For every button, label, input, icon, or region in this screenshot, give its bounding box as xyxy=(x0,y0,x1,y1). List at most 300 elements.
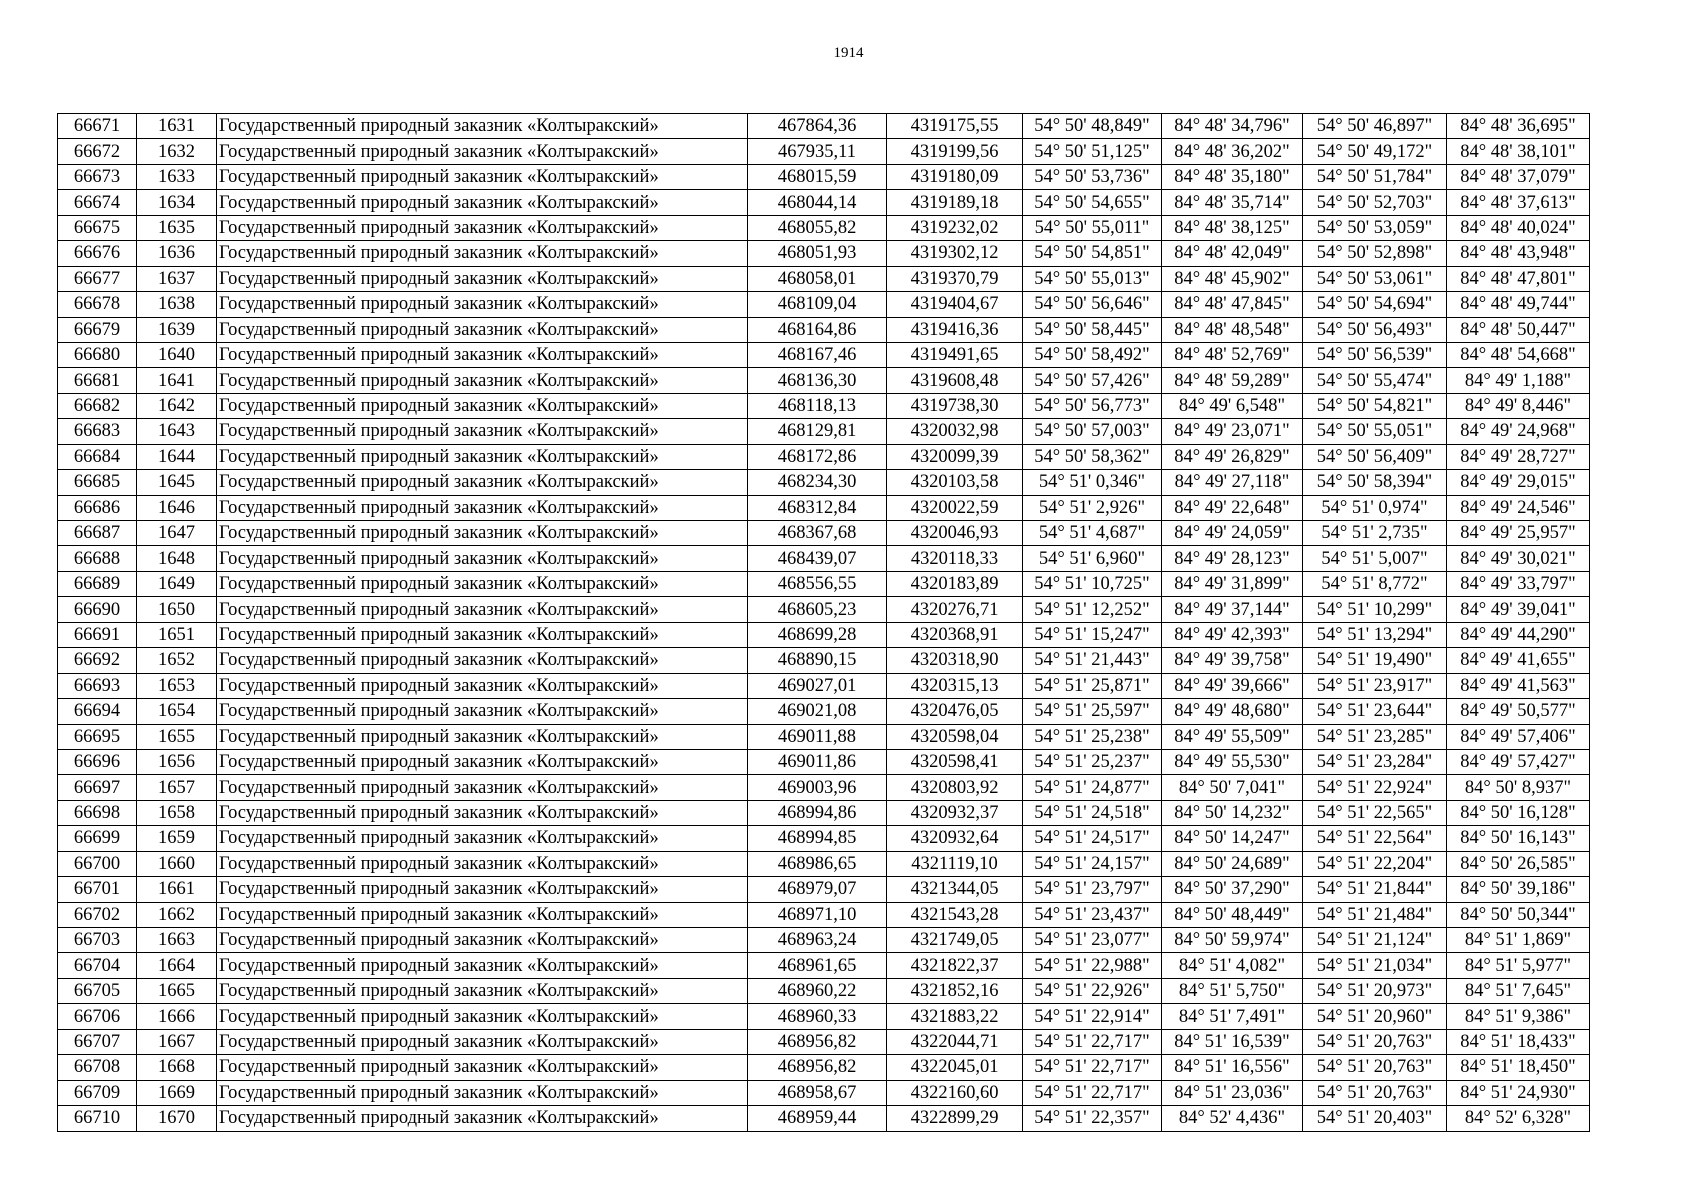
x-coordinate-cell: 468960,22 xyxy=(748,978,887,1003)
latitude-1-cell: 54° 51' 22,357" xyxy=(1023,1106,1162,1131)
longitude-1-cell: 84° 51' 4,082" xyxy=(1162,953,1303,978)
x-coordinate-cell: 468234,30 xyxy=(748,470,887,495)
latitude-1-cell: 54° 51' 0,346" xyxy=(1023,470,1162,495)
y-coordinate-cell: 4320318,90 xyxy=(887,648,1023,673)
point-number-cell: 1665 xyxy=(137,978,217,1003)
latitude-1-cell: 54° 50' 58,445" xyxy=(1023,317,1162,342)
y-coordinate-cell: 4319175,55 xyxy=(887,114,1023,139)
longitude-2-cell: 84° 48' 40,024" xyxy=(1447,215,1590,240)
longitude-1-cell: 84° 51' 7,491" xyxy=(1162,1004,1303,1029)
table-row xyxy=(58,190,1590,215)
row-number-cell: 66690 xyxy=(58,597,137,622)
latitude-1-cell: 54° 51' 22,914" xyxy=(1023,1004,1162,1029)
latitude-2-cell: 54° 51' 22,565" xyxy=(1303,800,1447,825)
reserve-name-cell: Государственный природный заказник «Колтыракский» xyxy=(217,546,748,571)
reserve-name-cell: Государственный природный заказник «Колтыракский» xyxy=(217,1080,748,1105)
longitude-1-cell: 84° 49' 22,648" xyxy=(1162,495,1303,520)
y-coordinate-cell: 4319302,12 xyxy=(887,241,1023,266)
x-coordinate-cell: 468367,68 xyxy=(748,521,887,546)
y-coordinate-cell: 4319416,36 xyxy=(887,317,1023,342)
coordinates-table xyxy=(57,113,1590,1132)
y-coordinate-cell: 4319199,56 xyxy=(887,139,1023,164)
y-coordinate-cell: 4320099,39 xyxy=(887,444,1023,469)
point-number-cell: 1655 xyxy=(137,724,217,749)
reserve-name-cell: Государственный природный заказник «Колтыракский» xyxy=(217,1029,748,1054)
longitude-1-cell: 84° 48' 34,796" xyxy=(1162,114,1303,139)
row-number-cell: 66692 xyxy=(58,648,137,673)
latitude-1-cell: 54° 51' 21,443" xyxy=(1023,648,1162,673)
longitude-1-cell: 84° 49' 48,680" xyxy=(1162,699,1303,724)
point-number-cell: 1658 xyxy=(137,800,217,825)
point-number-cell: 1669 xyxy=(137,1080,217,1105)
row-number-cell: 66691 xyxy=(58,622,137,647)
longitude-2-cell: 84° 48' 38,101" xyxy=(1447,139,1590,164)
table-row xyxy=(58,1004,1590,1029)
table-row xyxy=(58,571,1590,596)
reserve-name-cell: Государственный природный заказник «Колтыракский» xyxy=(217,393,748,418)
row-number-cell: 66704 xyxy=(58,953,137,978)
table-row xyxy=(58,444,1590,469)
longitude-1-cell: 84° 48' 38,125" xyxy=(1162,215,1303,240)
point-number-cell: 1639 xyxy=(137,317,217,342)
y-coordinate-cell: 4321883,22 xyxy=(887,1004,1023,1029)
longitude-1-cell: 84° 48' 35,714" xyxy=(1162,190,1303,215)
latitude-1-cell: 54° 50' 56,646" xyxy=(1023,292,1162,317)
x-coordinate-cell: 468172,86 xyxy=(748,444,887,469)
latitude-1-cell: 54° 50' 54,655" xyxy=(1023,190,1162,215)
longitude-1-cell: 84° 49' 23,071" xyxy=(1162,419,1303,444)
longitude-2-cell: 84° 50' 50,344" xyxy=(1447,902,1590,927)
longitude-1-cell: 84° 51' 16,539" xyxy=(1162,1029,1303,1054)
x-coordinate-cell: 467935,11 xyxy=(748,139,887,164)
latitude-2-cell: 54° 51' 23,285" xyxy=(1303,724,1447,749)
x-coordinate-cell: 468994,86 xyxy=(748,800,887,825)
longitude-1-cell: 84° 51' 16,556" xyxy=(1162,1055,1303,1080)
longitude-1-cell: 84° 49' 27,118" xyxy=(1162,470,1303,495)
point-number-cell: 1638 xyxy=(137,292,217,317)
y-coordinate-cell: 4320183,89 xyxy=(887,571,1023,596)
page-number: 1914 xyxy=(833,45,864,61)
x-coordinate-cell: 468164,86 xyxy=(748,317,887,342)
latitude-2-cell: 54° 50' 52,703" xyxy=(1303,190,1447,215)
latitude-2-cell: 54° 51' 5,007" xyxy=(1303,546,1447,571)
point-number-cell: 1653 xyxy=(137,673,217,698)
reserve-name-cell: Государственный природный заказник «Колтыракский» xyxy=(217,164,748,189)
point-number-cell: 1668 xyxy=(137,1055,217,1080)
reserve-name-cell: Государственный природный заказник «Колтыракский» xyxy=(217,851,748,876)
row-number-cell: 66673 xyxy=(58,164,137,189)
row-number-cell: 66701 xyxy=(58,877,137,902)
longitude-1-cell: 84° 51' 5,750" xyxy=(1162,978,1303,1003)
x-coordinate-cell: 468959,44 xyxy=(748,1106,887,1131)
longitude-2-cell: 84° 49' 8,446" xyxy=(1447,393,1590,418)
table-row xyxy=(58,673,1590,698)
reserve-name-cell: Государственный природный заказник «Колтыракский» xyxy=(217,928,748,953)
point-number-cell: 1670 xyxy=(137,1106,217,1131)
latitude-1-cell: 54° 51' 15,247" xyxy=(1023,622,1162,647)
longitude-2-cell: 84° 51' 7,645" xyxy=(1447,978,1590,1003)
row-number-cell: 66683 xyxy=(58,419,137,444)
latitude-1-cell: 54° 50' 55,013" xyxy=(1023,266,1162,291)
x-coordinate-cell: 468994,85 xyxy=(748,826,887,851)
longitude-1-cell: 84° 49' 24,059" xyxy=(1162,521,1303,546)
latitude-1-cell: 54° 51' 25,597" xyxy=(1023,699,1162,724)
longitude-2-cell: 84° 51' 9,386" xyxy=(1447,1004,1590,1029)
latitude-2-cell: 54° 51' 13,294" xyxy=(1303,622,1447,647)
row-number-cell: 66671 xyxy=(58,114,137,139)
reserve-name-cell: Государственный природный заказник «Колтыракский» xyxy=(217,292,748,317)
y-coordinate-cell: 4321543,28 xyxy=(887,902,1023,927)
longitude-2-cell: 84° 51' 1,869" xyxy=(1447,928,1590,953)
reserve-name-cell: Государственный природный заказник «Колтыракский» xyxy=(217,800,748,825)
y-coordinate-cell: 4320032,98 xyxy=(887,419,1023,444)
latitude-2-cell: 54° 51' 22,924" xyxy=(1303,775,1447,800)
longitude-1-cell: 84° 52' 4,436" xyxy=(1162,1106,1303,1131)
point-number-cell: 1660 xyxy=(137,851,217,876)
latitude-1-cell: 54° 51' 22,717" xyxy=(1023,1080,1162,1105)
longitude-1-cell: 84° 48' 35,180" xyxy=(1162,164,1303,189)
latitude-2-cell: 54° 50' 51,784" xyxy=(1303,164,1447,189)
longitude-2-cell: 84° 51' 18,433" xyxy=(1447,1029,1590,1054)
reserve-name-cell: Государственный природный заказник «Колтыракский» xyxy=(217,241,748,266)
longitude-2-cell: 84° 49' 41,563" xyxy=(1447,673,1590,698)
latitude-2-cell: 54° 51' 23,284" xyxy=(1303,749,1447,774)
row-number-cell: 66700 xyxy=(58,851,137,876)
latitude-1-cell: 54° 50' 55,011" xyxy=(1023,215,1162,240)
latitude-1-cell: 54° 51' 23,797" xyxy=(1023,877,1162,902)
latitude-2-cell: 54° 50' 49,172" xyxy=(1303,139,1447,164)
table-row xyxy=(58,521,1590,546)
table-row xyxy=(58,241,1590,266)
longitude-2-cell: 84° 51' 5,977" xyxy=(1447,953,1590,978)
latitude-2-cell: 54° 51' 23,644" xyxy=(1303,699,1447,724)
y-coordinate-cell: 4320932,64 xyxy=(887,826,1023,851)
point-number-cell: 1647 xyxy=(137,521,217,546)
table-body xyxy=(58,114,1590,1132)
row-number-cell: 66687 xyxy=(58,521,137,546)
latitude-1-cell: 54° 51' 2,926" xyxy=(1023,495,1162,520)
x-coordinate-cell: 468118,13 xyxy=(748,393,887,418)
longitude-2-cell: 84° 49' 24,546" xyxy=(1447,495,1590,520)
longitude-1-cell: 84° 49' 26,829" xyxy=(1162,444,1303,469)
reserve-name-cell: Государственный природный заказник «Колтыракский» xyxy=(217,114,748,139)
reserve-name-cell: Государственный природный заказник «Колтыракский» xyxy=(217,724,748,749)
row-number-cell: 66707 xyxy=(58,1029,137,1054)
longitude-1-cell: 84° 50' 14,232" xyxy=(1162,800,1303,825)
longitude-1-cell: 84° 50' 14,247" xyxy=(1162,826,1303,851)
latitude-2-cell: 54° 51' 21,034" xyxy=(1303,953,1447,978)
y-coordinate-cell: 4320598,41 xyxy=(887,749,1023,774)
x-coordinate-cell: 468136,30 xyxy=(748,368,887,393)
point-number-cell: 1652 xyxy=(137,648,217,673)
latitude-1-cell: 54° 51' 22,988" xyxy=(1023,953,1162,978)
longitude-1-cell: 84° 49' 31,899" xyxy=(1162,571,1303,596)
y-coordinate-cell: 4321344,05 xyxy=(887,877,1023,902)
row-number-cell: 66710 xyxy=(58,1106,137,1131)
row-number-cell: 66689 xyxy=(58,571,137,596)
reserve-name-cell: Государственный природный заказник «Колтыракский» xyxy=(217,1106,748,1131)
x-coordinate-cell: 469021,08 xyxy=(748,699,887,724)
x-coordinate-cell: 468109,04 xyxy=(748,292,887,317)
table-row xyxy=(58,978,1590,1003)
y-coordinate-cell: 4322045,01 xyxy=(887,1055,1023,1080)
longitude-2-cell: 84° 49' 39,041" xyxy=(1447,597,1590,622)
x-coordinate-cell: 468979,07 xyxy=(748,877,887,902)
longitude-1-cell: 84° 49' 55,509" xyxy=(1162,724,1303,749)
latitude-2-cell: 54° 51' 19,490" xyxy=(1303,648,1447,673)
x-coordinate-cell: 468439,07 xyxy=(748,546,887,571)
x-coordinate-cell: 468167,46 xyxy=(748,342,887,367)
row-number-cell: 66685 xyxy=(58,470,137,495)
latitude-2-cell: 54° 51' 20,763" xyxy=(1303,1029,1447,1054)
latitude-2-cell: 54° 50' 55,051" xyxy=(1303,419,1447,444)
reserve-name-cell: Государственный природный заказник «Колтыракский» xyxy=(217,978,748,1003)
point-number-cell: 1643 xyxy=(137,419,217,444)
latitude-2-cell: 54° 51' 20,763" xyxy=(1303,1055,1447,1080)
y-coordinate-cell: 4320276,71 xyxy=(887,597,1023,622)
y-coordinate-cell: 4319404,67 xyxy=(887,292,1023,317)
latitude-1-cell: 54° 51' 4,687" xyxy=(1023,521,1162,546)
latitude-2-cell: 54° 51' 10,299" xyxy=(1303,597,1447,622)
reserve-name-cell: Государственный природный заказник «Колтыракский» xyxy=(217,571,748,596)
point-number-cell: 1661 xyxy=(137,877,217,902)
row-number-cell: 66680 xyxy=(58,342,137,367)
latitude-2-cell: 54° 51' 2,735" xyxy=(1303,521,1447,546)
point-number-cell: 1636 xyxy=(137,241,217,266)
latitude-2-cell: 54° 51' 20,973" xyxy=(1303,978,1447,1003)
point-number-cell: 1651 xyxy=(137,622,217,647)
x-coordinate-cell: 468058,01 xyxy=(748,266,887,291)
latitude-1-cell: 54° 50' 51,125" xyxy=(1023,139,1162,164)
table-row xyxy=(58,597,1590,622)
longitude-1-cell: 84° 50' 59,974" xyxy=(1162,928,1303,953)
point-number-cell: 1649 xyxy=(137,571,217,596)
longitude-2-cell: 84° 50' 8,937" xyxy=(1447,775,1590,800)
table-row xyxy=(58,775,1590,800)
table-row xyxy=(58,495,1590,520)
reserve-name-cell: Государственный природный заказник «Колтыракский» xyxy=(217,902,748,927)
latitude-2-cell: 54° 51' 21,844" xyxy=(1303,877,1447,902)
latitude-2-cell: 54° 50' 53,061" xyxy=(1303,266,1447,291)
longitude-1-cell: 84° 50' 48,449" xyxy=(1162,902,1303,927)
longitude-2-cell: 84° 48' 49,744" xyxy=(1447,292,1590,317)
latitude-1-cell: 54° 50' 53,736" xyxy=(1023,164,1162,189)
point-number-cell: 1667 xyxy=(137,1029,217,1054)
y-coordinate-cell: 4320932,37 xyxy=(887,800,1023,825)
longitude-2-cell: 84° 49' 33,797" xyxy=(1447,571,1590,596)
latitude-2-cell: 54° 51' 22,564" xyxy=(1303,826,1447,851)
longitude-2-cell: 84° 49' 44,290" xyxy=(1447,622,1590,647)
x-coordinate-cell: 469003,96 xyxy=(748,775,887,800)
table-row xyxy=(58,851,1590,876)
latitude-1-cell: 54° 50' 56,773" xyxy=(1023,393,1162,418)
reserve-name-cell: Государственный природный заказник «Колтыракский» xyxy=(217,1055,748,1080)
longitude-1-cell: 84° 48' 48,548" xyxy=(1162,317,1303,342)
longitude-1-cell: 84° 50' 7,041" xyxy=(1162,775,1303,800)
reserve-name-cell: Государственный природный заказник «Колтыракский» xyxy=(217,419,748,444)
table-row xyxy=(58,1080,1590,1105)
latitude-2-cell: 54° 51' 20,960" xyxy=(1303,1004,1447,1029)
point-number-cell: 1644 xyxy=(137,444,217,469)
latitude-2-cell: 54° 50' 54,694" xyxy=(1303,292,1447,317)
table-row xyxy=(58,826,1590,851)
longitude-1-cell: 84° 48' 47,845" xyxy=(1162,292,1303,317)
row-number-cell: 66702 xyxy=(58,902,137,927)
table-row xyxy=(58,368,1590,393)
longitude-2-cell: 84° 48' 47,801" xyxy=(1447,266,1590,291)
latitude-2-cell: 54° 51' 22,204" xyxy=(1303,851,1447,876)
point-number-cell: 1662 xyxy=(137,902,217,927)
point-number-cell: 1659 xyxy=(137,826,217,851)
latitude-1-cell: 54° 51' 24,517" xyxy=(1023,826,1162,851)
longitude-2-cell: 84° 49' 28,727" xyxy=(1447,444,1590,469)
row-number-cell: 66696 xyxy=(58,749,137,774)
y-coordinate-cell: 4320118,33 xyxy=(887,546,1023,571)
x-coordinate-cell: 469011,86 xyxy=(748,749,887,774)
y-coordinate-cell: 4319738,30 xyxy=(887,393,1023,418)
longitude-2-cell: 84° 49' 25,957" xyxy=(1447,521,1590,546)
x-coordinate-cell: 468605,23 xyxy=(748,597,887,622)
y-coordinate-cell: 4322044,71 xyxy=(887,1029,1023,1054)
longitude-1-cell: 84° 48' 36,202" xyxy=(1162,139,1303,164)
table-row xyxy=(58,1106,1590,1131)
longitude-2-cell: 84° 49' 41,655" xyxy=(1447,648,1590,673)
latitude-1-cell: 54° 51' 24,518" xyxy=(1023,800,1162,825)
point-number-cell: 1642 xyxy=(137,393,217,418)
y-coordinate-cell: 4319491,65 xyxy=(887,342,1023,367)
table-row xyxy=(58,1055,1590,1080)
longitude-1-cell: 84° 49' 37,144" xyxy=(1162,597,1303,622)
x-coordinate-cell: 468699,28 xyxy=(748,622,887,647)
row-number-cell: 66708 xyxy=(58,1055,137,1080)
table-row xyxy=(58,699,1590,724)
longitude-1-cell: 84° 49' 39,758" xyxy=(1162,648,1303,673)
latitude-1-cell: 54° 51' 25,237" xyxy=(1023,749,1162,774)
x-coordinate-cell: 468051,93 xyxy=(748,241,887,266)
table-row xyxy=(58,342,1590,367)
table-row xyxy=(58,953,1590,978)
row-number-cell: 66675 xyxy=(58,215,137,240)
longitude-2-cell: 84° 48' 54,668" xyxy=(1447,342,1590,367)
table-row xyxy=(58,215,1590,240)
y-coordinate-cell: 4320598,04 xyxy=(887,724,1023,749)
latitude-1-cell: 54° 51' 6,960" xyxy=(1023,546,1162,571)
row-number-cell: 66678 xyxy=(58,292,137,317)
table-row xyxy=(58,419,1590,444)
point-number-cell: 1641 xyxy=(137,368,217,393)
x-coordinate-cell: 469011,88 xyxy=(748,724,887,749)
reserve-name-cell: Государственный природный заказник «Колтыракский» xyxy=(217,521,748,546)
reserve-name-cell: Государственный природный заказник «Колтыракский» xyxy=(217,622,748,647)
point-number-cell: 1631 xyxy=(137,114,217,139)
x-coordinate-cell: 469027,01 xyxy=(748,673,887,698)
x-coordinate-cell: 468055,82 xyxy=(748,215,887,240)
latitude-2-cell: 54° 50' 56,409" xyxy=(1303,444,1447,469)
y-coordinate-cell: 4320315,13 xyxy=(887,673,1023,698)
latitude-2-cell: 54° 51' 23,917" xyxy=(1303,673,1447,698)
latitude-2-cell: 54° 50' 55,474" xyxy=(1303,368,1447,393)
row-number-cell: 66694 xyxy=(58,699,137,724)
longitude-2-cell: 84° 49' 24,968" xyxy=(1447,419,1590,444)
longitude-2-cell: 84° 48' 37,079" xyxy=(1447,164,1590,189)
table-row xyxy=(58,317,1590,342)
row-number-cell: 66688 xyxy=(58,546,137,571)
x-coordinate-cell: 468044,14 xyxy=(748,190,887,215)
latitude-2-cell: 54° 51' 0,974" xyxy=(1303,495,1447,520)
table-row xyxy=(58,139,1590,164)
table-row xyxy=(58,800,1590,825)
table-row xyxy=(58,877,1590,902)
latitude-2-cell: 54° 51' 8,772" xyxy=(1303,571,1447,596)
point-number-cell: 1648 xyxy=(137,546,217,571)
longitude-2-cell: 84° 50' 16,128" xyxy=(1447,800,1590,825)
longitude-2-cell: 84° 49' 30,021" xyxy=(1447,546,1590,571)
latitude-1-cell: 54° 50' 57,003" xyxy=(1023,419,1162,444)
x-coordinate-cell: 468556,55 xyxy=(748,571,887,596)
latitude-1-cell: 54° 51' 10,725" xyxy=(1023,571,1162,596)
table-row xyxy=(58,622,1590,647)
latitude-1-cell: 54° 50' 57,426" xyxy=(1023,368,1162,393)
longitude-1-cell: 84° 48' 59,289" xyxy=(1162,368,1303,393)
latitude-2-cell: 54° 50' 56,539" xyxy=(1303,342,1447,367)
latitude-1-cell: 54° 51' 12,252" xyxy=(1023,597,1162,622)
latitude-1-cell: 54° 51' 22,717" xyxy=(1023,1029,1162,1054)
latitude-1-cell: 54° 50' 58,492" xyxy=(1023,342,1162,367)
x-coordinate-cell: 468971,10 xyxy=(748,902,887,927)
longitude-2-cell: 84° 50' 26,585" xyxy=(1447,851,1590,876)
latitude-1-cell: 54° 51' 22,926" xyxy=(1023,978,1162,1003)
point-number-cell: 1646 xyxy=(137,495,217,520)
longitude-2-cell: 84° 48' 36,695" xyxy=(1447,114,1590,139)
y-coordinate-cell: 4320046,93 xyxy=(887,521,1023,546)
row-number-cell: 66697 xyxy=(58,775,137,800)
reserve-name-cell: Государственный природный заказник «Колтыракский» xyxy=(217,368,748,393)
y-coordinate-cell: 4320476,05 xyxy=(887,699,1023,724)
latitude-1-cell: 54° 51' 24,877" xyxy=(1023,775,1162,800)
x-coordinate-cell: 468956,82 xyxy=(748,1029,887,1054)
table-row xyxy=(58,902,1590,927)
y-coordinate-cell: 4321749,05 xyxy=(887,928,1023,953)
row-number-cell: 66672 xyxy=(58,139,137,164)
point-number-cell: 1664 xyxy=(137,953,217,978)
latitude-1-cell: 54° 51' 24,157" xyxy=(1023,851,1162,876)
point-number-cell: 1634 xyxy=(137,190,217,215)
longitude-2-cell: 84° 50' 39,186" xyxy=(1447,877,1590,902)
y-coordinate-cell: 4320803,92 xyxy=(887,775,1023,800)
x-coordinate-cell: 468958,67 xyxy=(748,1080,887,1105)
longitude-1-cell: 84° 48' 42,049" xyxy=(1162,241,1303,266)
row-number-cell: 66709 xyxy=(58,1080,137,1105)
point-number-cell: 1656 xyxy=(137,749,217,774)
reserve-name-cell: Государственный природный заказник «Колтыракский» xyxy=(217,953,748,978)
table-row xyxy=(58,393,1590,418)
longitude-2-cell: 84° 48' 37,613" xyxy=(1447,190,1590,215)
longitude-2-cell: 84° 49' 57,406" xyxy=(1447,724,1590,749)
table-row xyxy=(58,470,1590,495)
longitude-2-cell: 84° 48' 43,948" xyxy=(1447,241,1590,266)
table-row xyxy=(58,292,1590,317)
table-row xyxy=(58,648,1590,673)
row-number-cell: 66693 xyxy=(58,673,137,698)
table-row xyxy=(58,546,1590,571)
x-coordinate-cell: 467864,36 xyxy=(748,114,887,139)
point-number-cell: 1663 xyxy=(137,928,217,953)
row-number-cell: 66706 xyxy=(58,1004,137,1029)
y-coordinate-cell: 4320368,91 xyxy=(887,622,1023,647)
latitude-1-cell: 54° 51' 23,437" xyxy=(1023,902,1162,927)
reserve-name-cell: Государственный природный заказник «Колтыракский» xyxy=(217,826,748,851)
longitude-2-cell: 84° 51' 18,450" xyxy=(1447,1055,1590,1080)
